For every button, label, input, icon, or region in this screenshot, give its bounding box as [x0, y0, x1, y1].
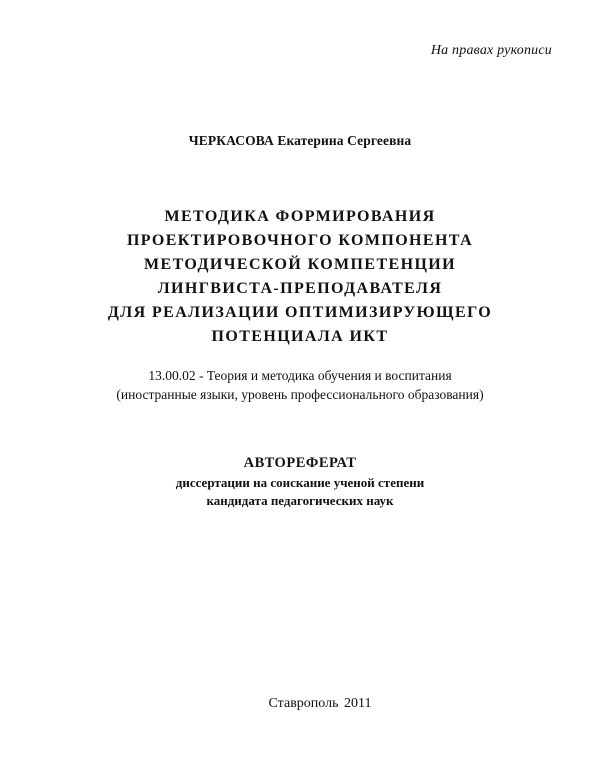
specialty-block: [0, 366, 600, 404]
title-line: ПОТЕНЦИАЛА ИКТ: [211, 328, 389, 345]
abstract-heading: АВТОРЕФЕРАТ: [243, 455, 357, 471]
dissertation-title: [0, 205, 600, 349]
abstract-subtitle-line-2: кандидата педагогических наук: [206, 493, 394, 508]
specialty-code: 13.00.02 - Теория и методика обучения и воспитания: [148, 368, 452, 383]
author-name: ЧЕРКАСОВА Екатерина Сергеевна: [188, 133, 412, 148]
abstract-subtitle: [0, 474, 600, 510]
rights-note: На правах рукописи: [430, 43, 552, 58]
specialty-detail: (иностранные языки, уровень профессионального образования): [116, 387, 484, 402]
title-line: ЛИНГВИСТА-ПРЕПОДАВАТЕЛЯ: [157, 280, 443, 297]
title-line: ДЛЯ РЕАЛИЗАЦИИ ОПТИМИЗИРУЮЩЕГО: [107, 304, 493, 321]
abstract-subtitle-line-1: диссертации на соискание ученой степени: [175, 475, 425, 490]
title-line: МЕТОДИЧЕСКОЙ КОМПЕТЕНЦИИ: [144, 256, 456, 273]
city-year: Ставрополь 2011: [268, 696, 372, 711]
title-line: МЕТОДИКА ФОРМИРОВАНИЯ: [164, 208, 436, 225]
title-line: ПРОЕКТИРОВОЧНОГО КОМПОНЕНТА: [126, 232, 474, 249]
